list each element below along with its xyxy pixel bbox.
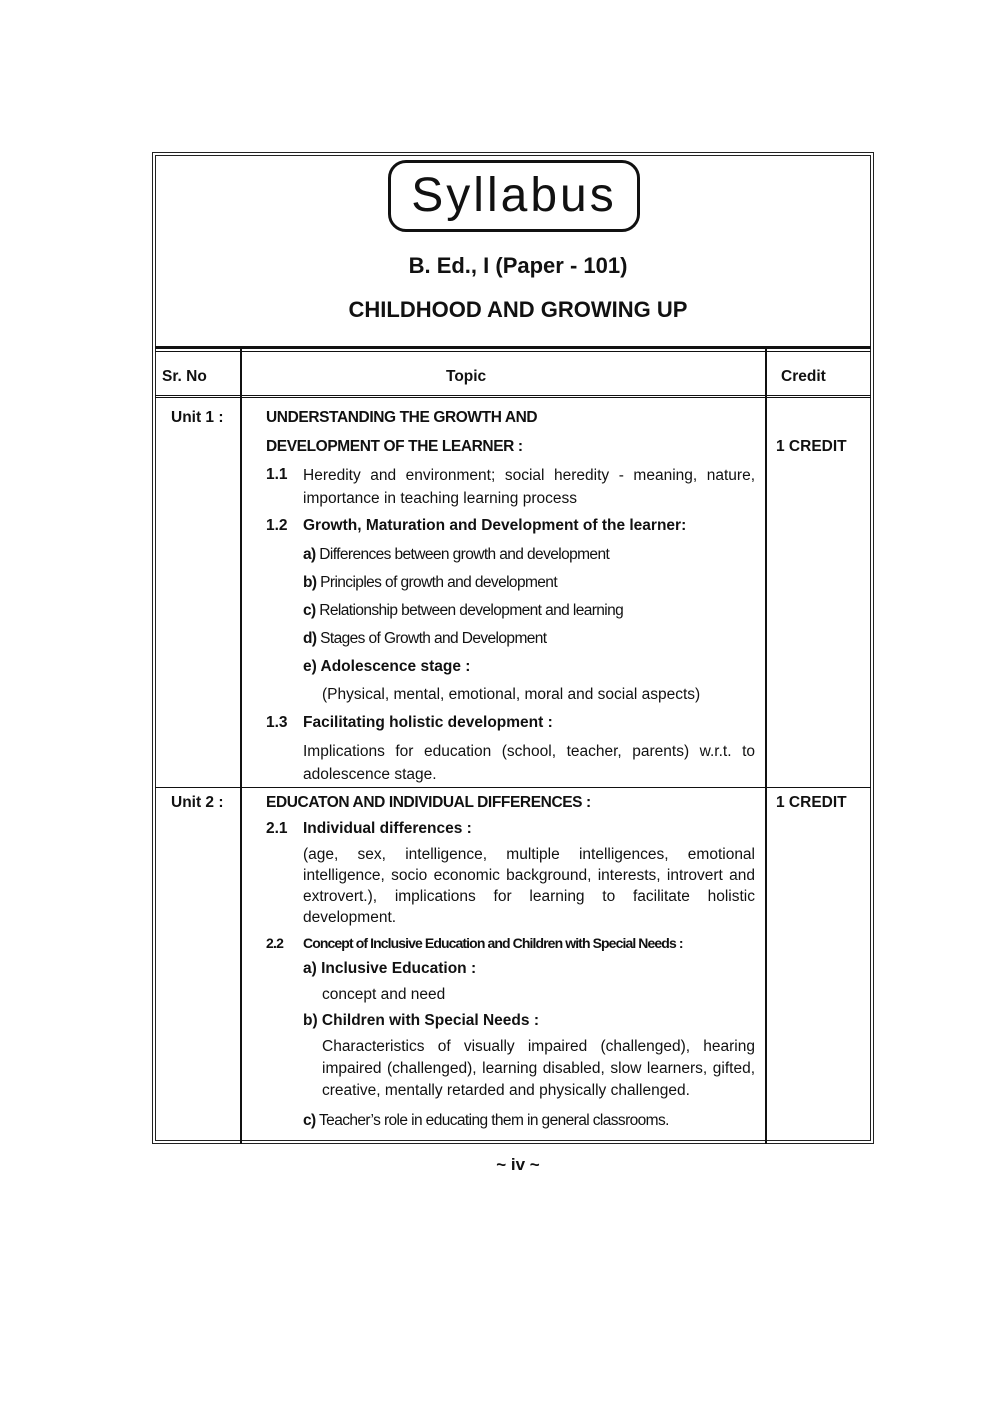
item-a-label: a) bbox=[303, 546, 316, 563]
section-1-2-number: 1.2 bbox=[266, 517, 288, 534]
item-inclusive-education: a) Inclusive Education : bbox=[303, 960, 477, 977]
unit1-heading-line1: UNDERSTANDING THE GROWTH AND bbox=[266, 409, 538, 426]
item-c-label: c) bbox=[303, 602, 316, 619]
column-divider-left bbox=[240, 349, 242, 1144]
item-teacher-role-label: c) bbox=[303, 1112, 316, 1129]
list-item bbox=[303, 1110, 669, 1131]
course-title: CHILDHOOD AND GROWING UP bbox=[348, 297, 688, 322]
section-2-1-detail: (age, sex, intelligence, multiple intelligences, emotional intelligence, socio economic background, interests, introvert and extrovert.), implications for learning to facilitate holistic development. bbox=[303, 846, 755, 926]
header-bottom-rule bbox=[155, 395, 871, 396]
header-srno: Sr. No bbox=[162, 368, 207, 385]
item-b-label: b) bbox=[303, 574, 317, 591]
item-e-heading: e) Adolescence stage : bbox=[303, 658, 471, 675]
section-2-2-text: Concept of Inclusive Education and Children with Special Needs : bbox=[303, 935, 683, 951]
section-2-2-number: 2.2 bbox=[266, 935, 284, 951]
item-b-text: Principles of growth and development bbox=[316, 574, 558, 591]
page-number: ~ iv ~ bbox=[496, 1155, 540, 1174]
item-c-text: Relationship between development and learning bbox=[315, 602, 624, 619]
paper-title: B. Ed., I (Paper - 101) bbox=[408, 253, 628, 278]
item-a-text: Differences between growth and development bbox=[315, 546, 610, 563]
table-top-rule-thin bbox=[155, 351, 871, 352]
unit2-heading: EDUCATON AND INDIVIDUAL DIFFERENCES : bbox=[266, 794, 591, 811]
header-credit: Credit bbox=[781, 368, 826, 385]
unit-divider bbox=[155, 787, 871, 788]
header-topic: Topic bbox=[446, 368, 487, 385]
item-d-label: d) bbox=[303, 630, 317, 647]
list-item bbox=[303, 544, 609, 565]
section-1-2-text: Growth, Maturation and Development of the learner: bbox=[303, 517, 687, 534]
header-bottom-rule-2 bbox=[155, 397, 871, 398]
section-2-1-number: 2.1 bbox=[266, 820, 288, 837]
unit1-heading-line2: DEVELOPMENT OF THE LEARNER : bbox=[266, 438, 523, 455]
item-d-text: Stages of Growth and Development bbox=[316, 630, 547, 647]
section-2-1-text: Individual differences : bbox=[303, 820, 472, 837]
section-1-1-number: 1.1 bbox=[266, 466, 288, 483]
list-item bbox=[303, 572, 557, 593]
item-inclusive-education-detail: concept and need bbox=[322, 986, 446, 1003]
unit1-credit: 1 CREDIT bbox=[776, 438, 847, 455]
unit1-label: Unit 1 : bbox=[171, 409, 224, 426]
item-special-needs-detail: Characteristics of visually impaired (challenged), hearing impaired (challenged), learning disabled, slow learners, gifted, creative, mentally retarded and physically challenged. bbox=[322, 1038, 755, 1099]
section-1-3-text: Facilitating holistic development : bbox=[303, 714, 553, 731]
list-item bbox=[303, 628, 547, 649]
item-e-detail: (Physical, mental, emotional, moral and social aspects) bbox=[322, 686, 701, 703]
column-divider-right bbox=[765, 349, 767, 1144]
section-1-3-detail: Implications for education (school, teacher, parents) w.r.t. to adolescence stage. bbox=[303, 743, 755, 783]
syllabus-title: Syllabus bbox=[388, 160, 640, 232]
section-1-1-text: Heredity and environment; social heredity - meaning, nature, importance in teaching learning process bbox=[303, 467, 755, 507]
item-teacher-role-text: Teacher’s role in educating them in general classrooms. bbox=[315, 1112, 669, 1129]
section-1-3-number: 1.3 bbox=[266, 714, 288, 731]
list-item bbox=[303, 600, 623, 621]
table-top-rule bbox=[155, 346, 871, 349]
item-special-needs: b) Children with Special Needs : bbox=[303, 1012, 539, 1029]
unit2-credit: 1 CREDIT bbox=[776, 794, 847, 811]
unit2-label: Unit 2 : bbox=[171, 794, 224, 811]
